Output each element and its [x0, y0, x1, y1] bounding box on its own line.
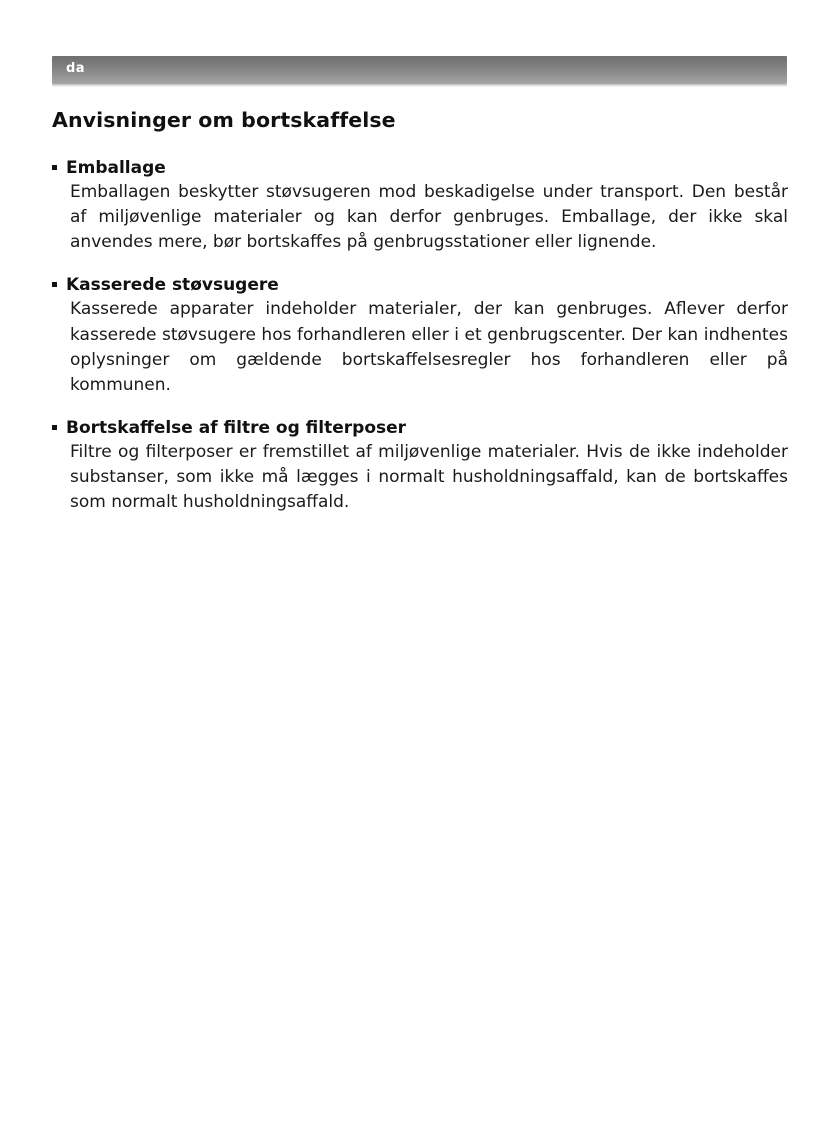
section-body-text: Filtre og filterposer er fremstillet af miljøvenlige materialer. Hvis de ikke indeholder substanser, som ikke må lægges i normalt husholdningsaffald, kan de bortskaffes som normalt husholdningsaffald. [70, 442, 788, 513]
square-bullet-icon [52, 165, 57, 170]
section-heading-label: Bortskaffelse af filtre og filterposer [66, 418, 407, 439]
section-heading [52, 418, 792, 438]
section-heading [52, 275, 792, 295]
language-code-label: da [66, 61, 86, 76]
section-heading-label: Emballage [66, 158, 166, 178]
section-bortskaffelse-filtre [52, 418, 792, 515]
page-title: Anvisninger om bortskaffelse [52, 108, 396, 132]
language-header-bar [52, 56, 787, 84]
section-heading [52, 158, 792, 178]
section-kasserede-stovsugere [52, 275, 792, 398]
section-heading-label: Kasserede støvsugere [66, 275, 279, 296]
section-body-text: Emballagen beskytter støvsugeren mod beskadigelse under transport. Den består af miljøvenlige materialer og kan derfor genbruges. Emballage, der ikke skal anvendes mere, bør bortskaffes på genbrugsstationer eller lignende. [70, 182, 788, 253]
square-bullet-icon [52, 282, 57, 287]
header-bar-shadow [52, 84, 787, 87]
document-content [52, 108, 792, 536]
section-body-text: Kasserede apparater indeholder materialer, der kan genbruges. Aflever derfor kasserede støvsugere hos forhandleren eller i et genbrugscenter. Der kan indhentes oplysninger om gældende bortskaffelsesregler hos forhandleren eller på kommunen. [70, 299, 788, 395]
square-bullet-icon [52, 425, 57, 430]
section-emballage [52, 158, 792, 255]
